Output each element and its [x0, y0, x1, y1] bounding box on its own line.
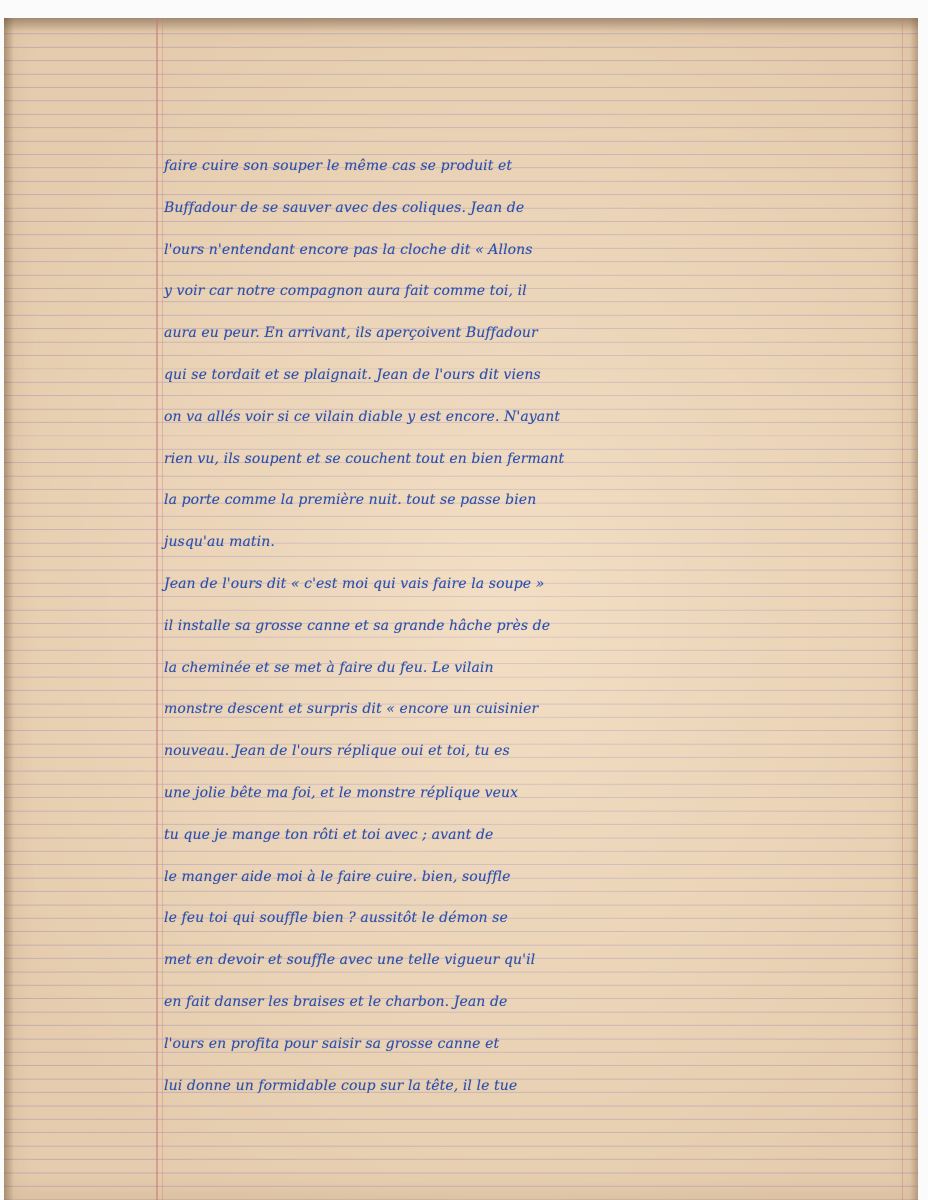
text-line: nouveau. Jean de l'ours réplique oui et toi, tu es: [164, 743, 510, 760]
page-top-shadow: [4, 18, 918, 32]
page-left-edge: [4, 18, 14, 1200]
text-line: rien vu, ils soupent et se couchent tout en bien fermant: [164, 450, 565, 467]
text-line: la porte comme la première nuit. tout se passe bien: [164, 492, 537, 509]
text-line: jusqu'au matin.: [164, 534, 275, 551]
text-line: y voir car notre compagnon aura fait comme toi, il: [164, 283, 527, 300]
text-line: met en devoir et souffle avec une telle vigueur qu'il: [164, 952, 536, 969]
text-line: le manger aide moi à le faire cuire. bien, souffle: [164, 868, 511, 885]
text-line: en fait danser les braises et le charbon. Jean de: [164, 993, 508, 1010]
text-line: Jean de l'ours dit « c'est moi qui vais faire la soupe »: [164, 575, 545, 592]
notebook-page: [4, 18, 918, 1200]
margin-line: [156, 18, 158, 1200]
text-line: l'ours n'entendant encore pas la cloche dit « Allons: [164, 241, 533, 258]
text-line: on va allés voir si ce vilain diable y est encore. N'ayant: [164, 408, 561, 425]
handwritten-text: [164, 146, 924, 1107]
text-line: aura eu peur. En arrivant, ils aperçoivent Buffadour: [164, 325, 538, 342]
text-line: Buffadour de se sauver avec des coliques. Jean de: [164, 199, 525, 216]
text-line: tu que je mange ton rôti et toi avec ; avant de: [164, 826, 494, 843]
text-line: faire cuire son souper le même cas se produit et: [164, 158, 513, 174]
text-line: la cheminée et se met à faire du feu. Le vilain: [164, 659, 494, 676]
text-line: qui se tordait et se plaignait. Jean de l'ours dit viens: [164, 366, 541, 383]
text-line: l'ours en profita pour saisir sa grosse canne et: [164, 1035, 500, 1052]
margin-line-secondary: [162, 18, 163, 1200]
text-line: le feu toi qui souffle bien ? aussitôt le démon se: [164, 910, 508, 927]
text-line: il installe sa grosse canne et sa grande hâche près de: [164, 617, 551, 634]
text-line: monstre descent et surpris dit « encore un cuisinier: [164, 701, 539, 718]
text-line: une jolie bête ma foi, et le monstre réplique veux: [164, 784, 519, 801]
text-line: lui donne un formidable coup sur la tête, il le tue: [164, 1077, 518, 1094]
